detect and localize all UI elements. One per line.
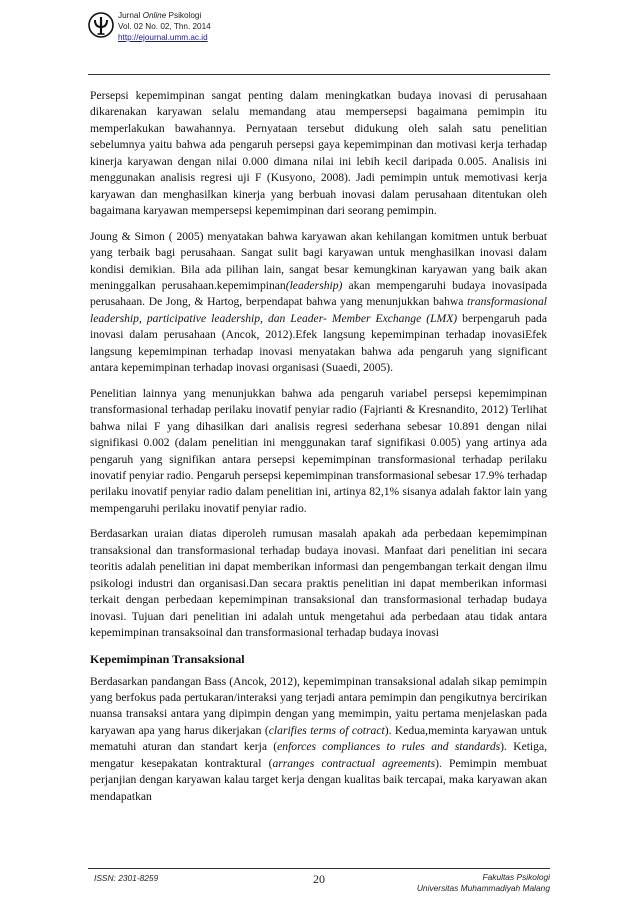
paragraph-3: Penelitian lainnya yang menunjukkan bahwa ada pengaruh variabel persepsi kepemimpinan transformasional terhadap perilaku inovatif penyiar radio (Fajrianti & Kresnandito, 2012) Terlihat bahwa nilai F yang dihasilkan dari analisis regresi sederhana sebesar 10.891 dengan nilai signifikasi 0.002 (dalam penelitian ini menggunakan taraf signifikasi 0.005) yang artinya ada pengaruh yang signifikan antara persepsi kepemimpinan transformasional terhadap perilaku inovatif penyiar radio. Pengaruh persepsi kepemimpinan transformasional sebesar 17.9% terhadap perilaku inovatif penyiar radio dalam penelitian ini, artinya 82,1% sisanya adalah faktor lain yang mempengaruhi perilaku inovatif penyiar radio. [90,386,547,515]
issn-label: ISSN: 2301-8259 [94,873,159,883]
journal-info [118,10,211,43]
footer-divider [88,868,550,869]
header-divider [88,74,550,75]
section-heading: Kepemimpinan Transaksional [90,651,245,666]
page-footer [88,870,550,898]
faculty-info [417,872,550,894]
paragraph-4: Berdasarkan uraian diatas diperoleh rumusan masalah apakah ada perbedaan kepemimpinan transaksional dan transformasional terhadap budaya inovasi. Manfaat dari penelitian ini secara teoritis adalah penelitian ini dapat memberikan informasi dan pengembangan terkait dengan ilmu psikologi industri dan organisasi.Dan secara praktis penelitian ini dapat memberikan informasi terkait dengan perbedaan kepemimpinan transaksional dan transformasional terhadap budaya inovasi. Tujuan dari penelitian ini adalah untuk mengetahui ada perbedaan atau tidak antara kepemimpinan transaksoinal dan transformasional terhadap budaya inovasi [90,527,547,640]
paragraph-2: Joung & Simon ( 2005) menyatakan bahwa karyawan akan kehilangan komitmen untuk berbuat yang terbaik bagi perusahaan. Sangat sulit bagi karyawan untuk menghasilkan inovasi dalam kondisi demikian. Bila ada pilihan lain, sangat besar kemungkinan karyawan yang baik akan meninggalkan perusahaan.kepemimpinan(leadership) akan mempengaruhi budaya inovasipada perusahaan. De Jong, & Hartog, berpendapat bahwa yang menunjukkan bahwa transformasional leadership, participative leadership, dan Leader- Member Exchange (LMX) berpengaruh pada inovasi dalam perusahaan (Ancok, 2012).Efek langsung kepemimpinan terhadap inovasiEfek langsung kepemimpinan terhadap inovasi menyatakan bahwa ada pengaruh yang significant antara kepemimpinan terhadap inovasi organisasi (Suaedi, 2005). [90,229,548,375]
page-number: 20 [313,872,325,886]
psi-logo-icon [88,12,114,38]
journal-header [88,10,550,74]
faculty-name: Fakultas Psikologi [482,872,550,882]
journal-url-link[interactable]: http://ejournal.umm.ac.id [118,33,208,42]
journal-name: Jurnal Online Psikologi [118,11,202,20]
article-body [90,88,547,814]
paragraph-1: Persepsi kepemimpinan sangat penting dalam meningkatkan budaya inovasi di perusahaan dikarenakan karyawan selalu memandang atau mempersepsi bagaimana pemimpin itu memperlakukan bawahannya. Pernyataan tersebut didukung oleh salah satu penelitian sebelumnya yaitu bahwa ada pengaruh persepsi gaya kepemimpinan dan motivasi kerja terhadap kinerja karyawan dengan nilai 0.000 dimana nilai ini lebih kecil daripada 0.005. Analisis ini menggunakan analisis regresi uji F (Kusyono, 2008). Jadi pemimpin untuk memotivasi kerja karyawan dan menghasilkan kinerja yang berbuah inovasi dalam perusahaan ditentukan oleh bagaimana karyawan mempersepsi kepemimpinan dari seorang pemimpin. [90,89,547,218]
university-name: Universitas Muhammadiyah Malang [416,883,550,893]
journal-volume: Vol. 02 No. 02, Thn. 2014 [118,22,211,31]
paragraph-5: Berdasarkan pandangan Bass (Ancok, 2012), kepemimpinan transaksional adalah sikap pemimpin yang berfokus pada pertukaran/interaksi yang terjadi antara pemimpin dan pengikutnya bercirikan nuansa transaksi antara yang dipimpin dengan yang memimpin, yaitu pertama menjelaskan pada karyawan apa yang harus dikerjakan (clarifies terms of cotract). Kedua,meminta karyawan untuk mematuhi aturan dan standart kerja (enforces compliances to rules and standards). Ketiga, mengatur kesepakatan kontraktural (arranges contractual agreements). Pemimpin membuat perjanjian dengan karyawan kalau target kerja dengan kualitas baik tercapai, maka karyawan akan mendapatkan [90,674,547,803]
